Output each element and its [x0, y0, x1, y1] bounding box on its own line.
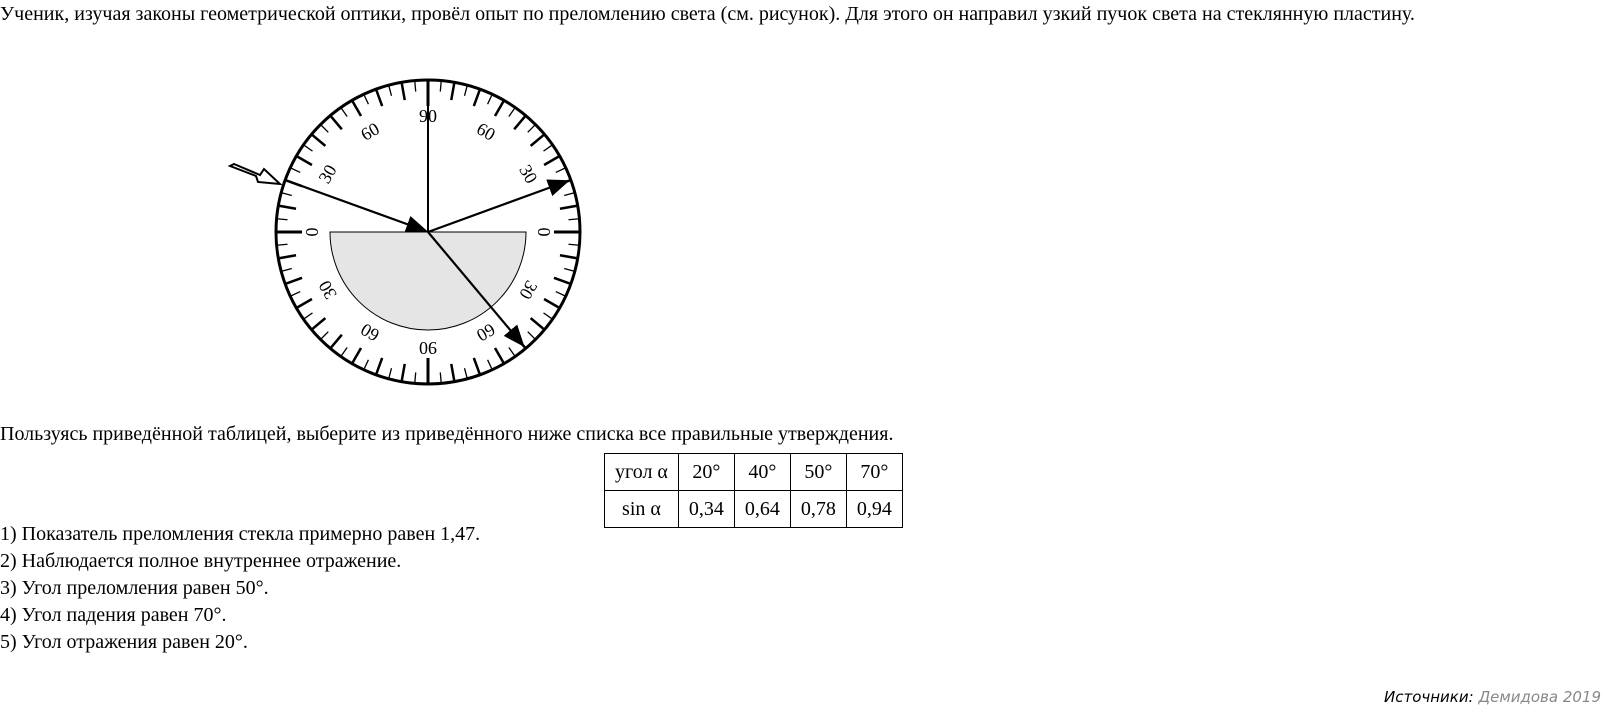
- table-cell: 0,94: [846, 491, 902, 528]
- scale-tick: [554, 278, 571, 284]
- light-source-arrow-icon: [230, 164, 280, 184]
- scale-label: 0: [534, 227, 554, 237]
- scale-label: 60: [473, 118, 499, 145]
- table-row: [605, 454, 903, 491]
- scale-tick: [568, 244, 579, 245]
- scale-tick: [451, 364, 454, 382]
- scale-tick: [474, 89, 480, 106]
- scale-tick: [389, 368, 392, 379]
- scale-tick: [285, 278, 302, 284]
- scale-tick: [564, 268, 575, 271]
- scale-label: 30: [314, 277, 341, 303]
- scale-label: 90: [419, 338, 437, 358]
- scale-tick: [568, 219, 579, 220]
- scale-tick: [352, 348, 361, 364]
- scale-label: 90: [419, 106, 437, 126]
- option-4: 4) Угол падения равен 70°.: [0, 604, 227, 626]
- scale-tick: [495, 348, 504, 364]
- table-cell: угол α: [605, 454, 679, 491]
- scale-tick: [330, 116, 342, 130]
- table-cell: 0,78: [790, 491, 846, 528]
- scale-tick: [531, 318, 545, 330]
- scale-tick: [278, 206, 296, 209]
- scale-tick: [376, 89, 382, 106]
- question-text: Пользуясь приведённой таблицей, выберите из приведённого ниже списка все правильные утверждения.: [0, 423, 894, 445]
- table-row: [605, 491, 903, 528]
- scale-tick: [281, 193, 292, 196]
- scale-tick: [451, 82, 454, 100]
- scale-label: 60: [357, 118, 383, 145]
- scale-label: 30: [515, 277, 542, 303]
- scale-tick: [341, 107, 347, 116]
- scale-tick: [544, 299, 560, 308]
- option-2: 2) Наблюдается полное внутреннее отражение.: [0, 550, 402, 572]
- scale-tick: [464, 368, 467, 379]
- scale-tick: [474, 358, 480, 375]
- scale-tick: [528, 332, 536, 340]
- scale-tick: [531, 134, 545, 146]
- scale-tick: [364, 94, 369, 104]
- scale-tick: [402, 364, 405, 382]
- scale-label: 60: [473, 319, 499, 346]
- scale-tick: [278, 255, 296, 258]
- scale-tick: [290, 168, 300, 173]
- scale-tick: [277, 219, 288, 220]
- refraction-diagram: [228, 72, 588, 397]
- source-author-link[interactable]: Демидова 2019: [1478, 688, 1601, 706]
- scale-tick: [312, 134, 326, 146]
- table-cell: 20°: [678, 454, 734, 491]
- scale-tick: [277, 244, 288, 245]
- table-cell: 50°: [790, 454, 846, 491]
- scale-tick: [509, 348, 515, 357]
- scale-tick: [464, 85, 467, 96]
- table-cell: 70°: [846, 454, 902, 491]
- scale-label: 60: [357, 319, 383, 346]
- scale-tick: [376, 358, 382, 375]
- scale-tick: [560, 206, 578, 209]
- option-5: 5) Угол отражения равен 20°.: [0, 631, 248, 653]
- option-1: 1) Показатель преломления стекла примерно равен 1,47.: [0, 523, 481, 545]
- table-cell: sin α: [605, 491, 679, 528]
- scale-tick: [281, 268, 292, 271]
- scale-tick: [415, 372, 416, 383]
- table-cell: 40°: [734, 454, 790, 491]
- option-3: 3) Угол преломления равен 50°.: [0, 577, 269, 599]
- scale-tick: [389, 85, 392, 96]
- scale-tick: [560, 255, 578, 258]
- scale-tick: [330, 335, 342, 349]
- scale-tick: [402, 82, 405, 100]
- scale-tick: [352, 100, 361, 116]
- scale-tick: [495, 100, 504, 116]
- scale-tick: [440, 81, 441, 92]
- scale-tick: [564, 193, 575, 196]
- scale-tick: [415, 81, 416, 92]
- scale-tick: [321, 125, 329, 133]
- scale-label: 30: [314, 161, 341, 187]
- table-cell: 0,64: [734, 491, 790, 528]
- scale-tick: [514, 116, 526, 130]
- scale-tick: [296, 299, 312, 308]
- scale-tick: [528, 125, 536, 133]
- sine-table: [604, 453, 903, 528]
- scale-tick: [290, 292, 300, 297]
- source-line: [1384, 688, 1601, 706]
- scale-label: 0: [302, 227, 322, 237]
- problem-text: Ученик, изучая законы геометрической оптики, провёл опыт по преломлению света (см. рисунок). Для этого он направил узкий пучок света на стеклянную пластину.: [0, 3, 1415, 25]
- scale-tick: [544, 145, 553, 151]
- scale-tick: [544, 156, 560, 165]
- scale-tick: [544, 313, 553, 319]
- scale-tick: [509, 107, 515, 116]
- scale-tick: [296, 156, 312, 165]
- scale-tick: [488, 94, 493, 104]
- scale-tick: [440, 372, 441, 383]
- table-cell: 0,34: [678, 491, 734, 528]
- scale-tick: [303, 145, 312, 151]
- scale-tick: [321, 332, 329, 340]
- scale-tick: [488, 360, 493, 370]
- scale-tick: [312, 318, 326, 330]
- reflected-ray: [428, 181, 568, 232]
- incident-ray: [285, 180, 426, 231]
- scale-tick: [556, 292, 566, 297]
- scale-tick: [303, 313, 312, 319]
- scale-tick: [364, 360, 369, 370]
- scale-tick: [341, 348, 347, 357]
- scale-tick: [556, 168, 566, 173]
- source-label: Источники:: [1384, 688, 1474, 706]
- scale-label: 30: [515, 161, 542, 187]
